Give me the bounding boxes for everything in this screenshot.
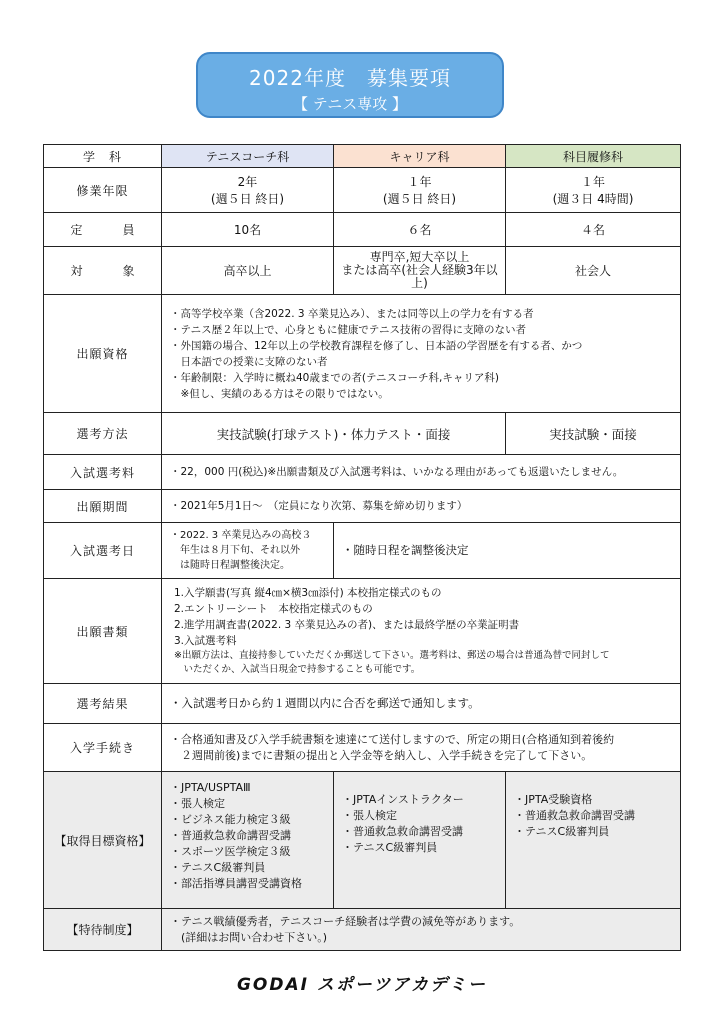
certification-item: ・張人検定 (342, 809, 397, 822)
documents-content (162, 579, 681, 684)
header-career: キャリア科 (334, 145, 506, 168)
years-career-value: １年 (407, 175, 432, 189)
qualification-line: ・高等学校卒業（含2022. 3 卒業見込み）、または同等以上の学力を有する者 (170, 307, 534, 320)
certification-item: ・普通救急救命講習受講 (170, 829, 291, 842)
certification-item: ・普通救急救命講習受講 (514, 809, 635, 822)
qualification-content (162, 295, 681, 413)
certifications-career (334, 772, 506, 909)
document-note: いただくか、入試当日現金で持参することも可能です。 (174, 664, 421, 675)
capacity-row (44, 213, 681, 247)
qualification-line: ※但し、実績のある方はその限りではない。 (170, 387, 389, 400)
years-subject-value: １年 (580, 175, 605, 189)
certification-item: ・テニスC級審判員 (342, 841, 438, 854)
qualification-row (44, 295, 681, 413)
years-label: 修業年限 (44, 168, 162, 213)
qualification-label: 出願資格 (44, 295, 162, 413)
target-career-line: または高卒(社会人経験3年以上) (341, 263, 498, 290)
qualification-line: ・テニス歴２年以上で、心身ともに健康でテニス技術の習得に支障のない者 (170, 323, 526, 336)
fee-label: 入試選考料 (44, 455, 162, 490)
document-line: 2.エントリーシート 本校指定様式のもの (174, 603, 373, 615)
header-label: 学 科 (44, 145, 162, 168)
qualification-line: ・年齢制限：入学時に概ね40歳までの者(テニスコーチ科,キャリア科) (170, 371, 499, 384)
selection-subject: 実技試験・面接 (506, 413, 681, 455)
document-note: ※出願方法は、直接持参していただくか郵送して下さい。選考料は、郵送の場合は普通為替で同封して (174, 650, 610, 661)
capacity-label: 定 員 (44, 213, 162, 247)
certifications-label: 【取得目標資格】 (44, 772, 162, 909)
certification-item: ・テニスC級審判員 (170, 861, 266, 874)
target-tennis: 高卒以上 (162, 247, 334, 295)
page-title: 2022年度 募集要項 (249, 66, 451, 90)
result-text: ・入試選考日から約１週間以内に合否を郵送で通知します。 (162, 684, 681, 724)
certification-item: ・ビジネス能力検定３級 (170, 813, 291, 826)
certification-item: ・普通救急救命講習受講 (342, 825, 463, 838)
target-career-line: 専門卒,短大卒以上 (369, 250, 470, 264)
header-tennis: テニスコーチ科 (162, 145, 334, 168)
certification-item: ・JPTA受験資格 (514, 793, 593, 806)
certification-item: ・張人検定 (170, 797, 225, 810)
certifications-row (44, 772, 681, 909)
page-subtitle: 【 テニス専攻 】 (293, 95, 407, 113)
documents-label: 出願書類 (44, 579, 162, 684)
special-line: ・テニス戦績優秀者，テニスコーチ経験者は学費の減免等があります。 (170, 914, 521, 928)
certifications-subject (506, 772, 681, 909)
target-subject: 社会人 (506, 247, 681, 295)
qualification-line: ・外国籍の場合、12年以上の学校教育課程を修了し、日本語の学習歴を有する者、かつ (170, 339, 583, 352)
result-label: 選考結果 (44, 684, 162, 724)
certification-item: ・JPTAインストラクター (342, 793, 464, 806)
header-row (44, 145, 681, 168)
target-row (44, 247, 681, 295)
exam-date-line: は随時日程調整後決定。 (170, 560, 290, 571)
selection-row (44, 413, 681, 455)
procedure-row (44, 724, 681, 772)
selection-label: 選考方法 (44, 413, 162, 455)
special-row (44, 909, 681, 951)
fee-text: ・22，000 円(税込)※出願書類及び入試選考料は、いかなる理由があっても返還いたしません。 (162, 455, 681, 490)
document-line: 1.入学願書(写真 縦4㎝×横3㎝添付) 本校指定様式のもの (174, 587, 442, 599)
years-subject-detail: (週３日 4時間) (552, 192, 634, 206)
certification-item: ・部活指導員講習受講資格 (170, 877, 302, 890)
exam-date-line: 年生は８月下旬、それ以外 (170, 545, 300, 556)
selection-main: 実技試験(打球テスト)・体力テスト・面接 (162, 413, 506, 455)
years-career (334, 168, 506, 213)
document-line: 2.進学用調査書(2022. 3 卒業見込みの者)、または最終学歴の卒業証明書 (174, 619, 520, 631)
period-text: ・2021年5月1日～ （定員になり次第、募集を締め切ります） (162, 490, 681, 523)
exam-date-line: ・2022. 3 卒業見込みの高校３ (170, 530, 312, 541)
documents-row (44, 579, 681, 684)
period-row (44, 490, 681, 523)
exam-date-left (162, 523, 334, 579)
procedure-label: 入学手続き (44, 724, 162, 772)
document-line: 3.入試選考料 (174, 635, 237, 647)
godai-logo: GODAI スポーツアカデミー (236, 975, 488, 995)
years-career-detail: (週５日 終日) (382, 192, 457, 206)
exam-date-row (44, 523, 681, 579)
certification-item: ・JPTA/USPTAⅢ (170, 781, 251, 794)
certification-item: ・テニスC級審判員 (514, 825, 610, 838)
certification-item: ・スポーツ医学検定３級 (170, 845, 291, 858)
special-label: 【特待制度】 (44, 909, 162, 951)
years-tennis-detail: (週５日 終日) (210, 192, 285, 206)
capacity-tennis: 10名 (162, 213, 334, 247)
special-content (162, 909, 681, 951)
years-subject (506, 168, 681, 213)
years-tennis-value: 2年 (237, 175, 258, 189)
years-tennis (162, 168, 334, 213)
result-row (44, 684, 681, 724)
admission-table (43, 144, 681, 951)
period-label: 出願期間 (44, 490, 162, 523)
procedure-content (162, 724, 681, 772)
special-line: (詳細はお問い合わせ下さい。) (170, 930, 328, 944)
header-subject: 科目履修科 (506, 145, 681, 168)
capacity-career: ６名 (334, 213, 506, 247)
fee-row (44, 455, 681, 490)
exam-date-right: ・随時日程を調整後決定 (334, 523, 681, 579)
procedure-line: ２週間前後)までに書類の提出と入学金等を納入し、入学手続きを完了して下さい。 (170, 748, 593, 762)
exam-date-label: 入試選考日 (44, 523, 162, 579)
target-career (334, 247, 506, 295)
capacity-subject: ４名 (506, 213, 681, 247)
title-banner (196, 52, 504, 118)
target-label: 対 象 (44, 247, 162, 295)
qualification-line: 日本語での授業に支障のない者 (170, 355, 328, 368)
years-row (44, 168, 681, 213)
procedure-line: ・合格通知書及び入学手続書類を速達にて送付しますので、所定の期日(合格通知到着後約 (170, 732, 615, 746)
certifications-tennis (162, 772, 334, 909)
